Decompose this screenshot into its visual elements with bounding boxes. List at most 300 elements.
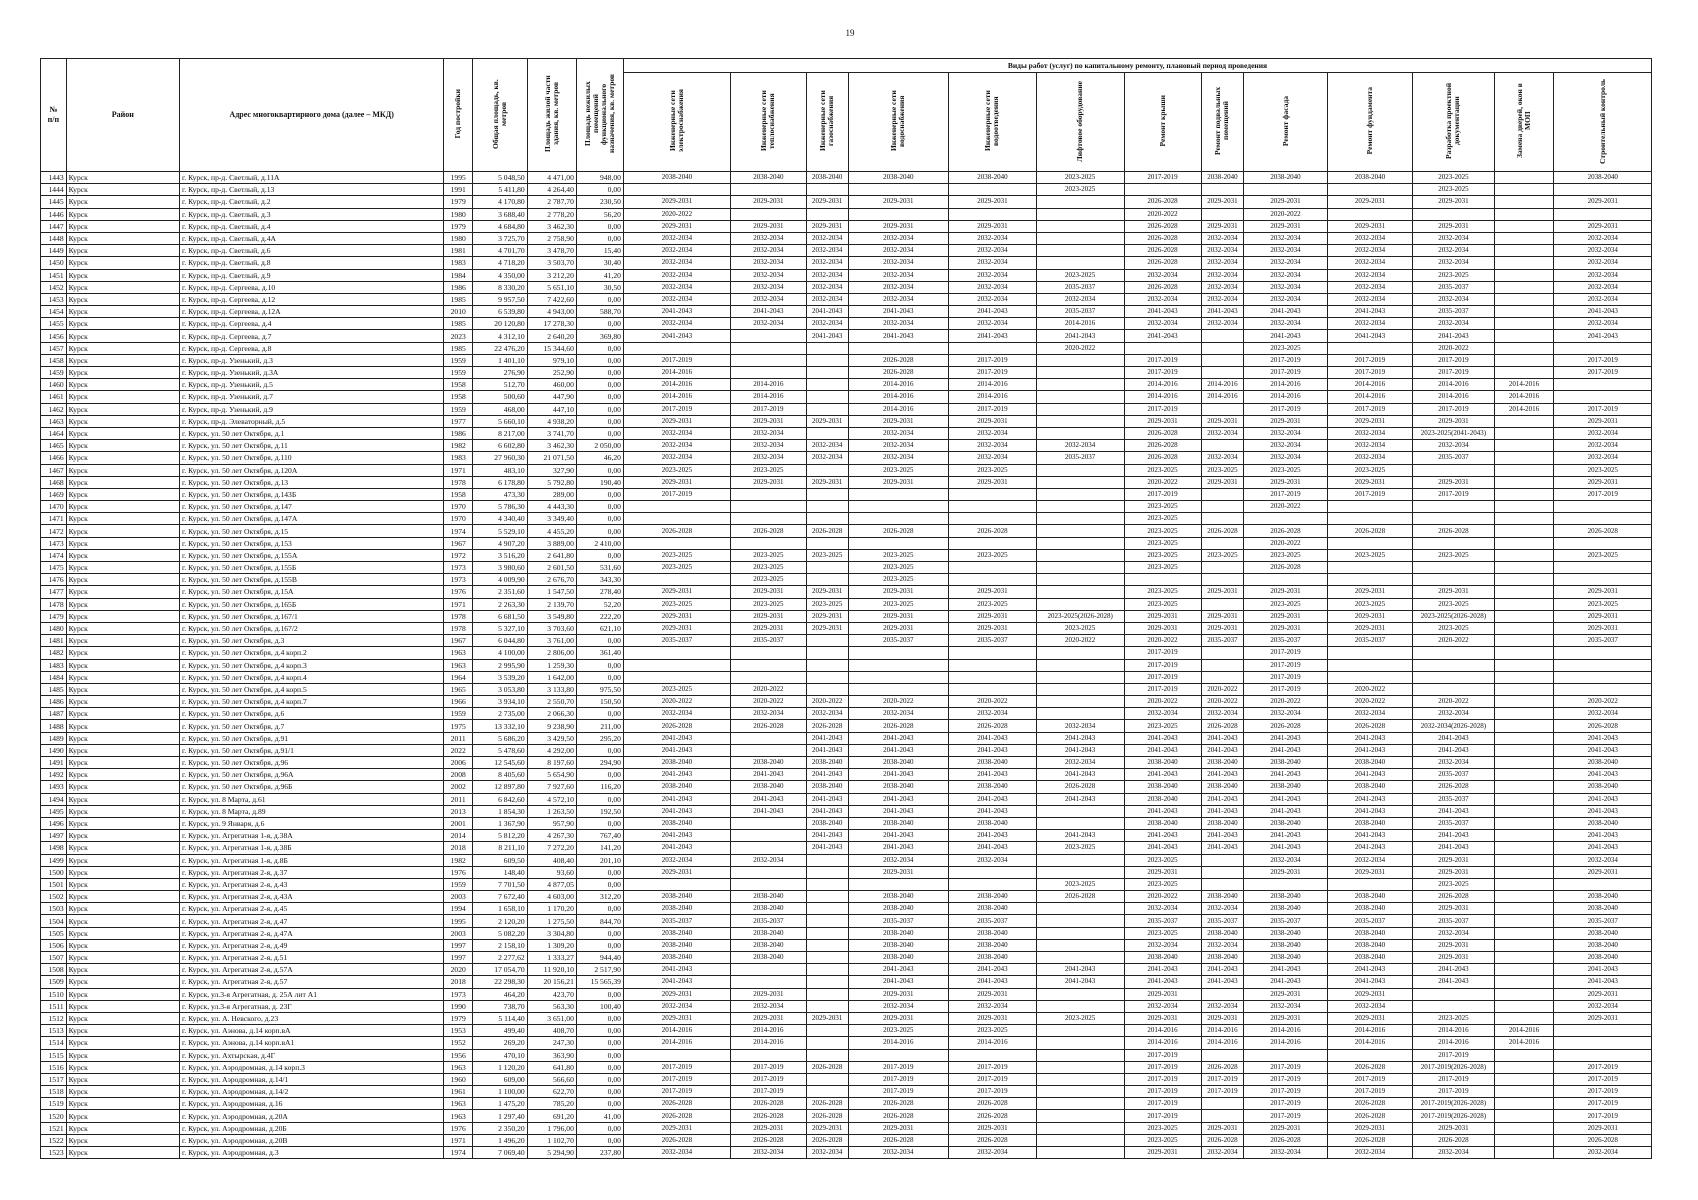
table-cell: 2038-2040: [1327, 903, 1413, 915]
table-cell: 2029-2031: [1554, 1122, 1652, 1134]
table-cell: 0,00: [576, 379, 623, 391]
table-cell: 1445: [41, 196, 67, 208]
table-cell: 2 550,70: [527, 696, 576, 708]
table-cell: г. Курск, ул. 50 лет Октября, д.96А: [180, 769, 444, 781]
table-cell: 2032-2034: [806, 269, 848, 281]
table-cell: 2014-2016: [1327, 391, 1413, 403]
table-cell: [1201, 659, 1244, 671]
table-cell: 1973: [444, 988, 473, 1000]
table-cell: 2032-2034: [1244, 854, 1327, 866]
table-cell: 1 642,00: [527, 671, 576, 683]
table-cell: [806, 635, 848, 647]
table-cell: 116,20: [576, 781, 623, 793]
table-cell: 1513: [41, 1025, 67, 1037]
table-cell: 0,00: [576, 391, 623, 403]
table-cell: 5 478,60: [473, 744, 528, 756]
table-cell: 1985: [444, 318, 473, 330]
table-cell: 2038-2040: [949, 927, 1037, 939]
table-cell: 2032-2034: [1327, 440, 1413, 452]
table-cell: [1201, 854, 1244, 866]
table-cell: 2026-2028: [730, 525, 806, 537]
table-cell: 2032-2034: [1244, 1000, 1327, 1012]
table-cell: 2032-2034: [1244, 257, 1327, 269]
table-cell: 4 877,05: [527, 878, 576, 890]
table-cell: 2041-2043: [1036, 964, 1124, 976]
table-cell: 2 995,90: [473, 659, 528, 671]
table-cell: 2 676,70: [527, 574, 576, 586]
table-cell: 2035-2037: [848, 915, 949, 927]
table-cell: [806, 903, 848, 915]
table-cell: 2017-2019: [1124, 683, 1201, 695]
table-row: [41, 817, 1652, 829]
table-cell: [1554, 208, 1652, 220]
table-cell: 1995: [444, 172, 473, 184]
table-row: [41, 427, 1652, 439]
table-cell: 2023-2025: [1124, 927, 1201, 939]
table-row: [41, 342, 1652, 354]
table-cell: 2041-2043: [1244, 964, 1327, 976]
table-cell: 2035-2037: [1413, 281, 1494, 293]
table-cell: 957,90: [527, 817, 576, 829]
table-cell: [1036, 379, 1124, 391]
table-cell: 2 050,00: [576, 440, 623, 452]
table-cell: [1036, 1061, 1124, 1073]
table-cell: 2022: [444, 744, 473, 756]
table-cell: 2029-2031: [848, 586, 949, 598]
table-cell: [1201, 574, 1244, 586]
table-cell: 2026-2028: [623, 1134, 730, 1146]
table-cell: [1201, 878, 1244, 890]
table-cell: 2029-2031: [1124, 988, 1201, 1000]
table-cell: 2041-2043: [848, 732, 949, 744]
table-cell: г. Курск, пр-д. Светлый, д.4: [180, 220, 444, 232]
table-cell: 2029-2031: [848, 1012, 949, 1024]
table-cell: [1554, 574, 1652, 586]
table-cell: 609,50: [473, 854, 528, 866]
table-cell: [1494, 367, 1554, 379]
table-cell: 0,00: [576, 525, 623, 537]
table-cell: 2029-2031: [730, 220, 806, 232]
table-cell: г. Курск, ул. Аэродромная, д.20В: [180, 1134, 444, 1146]
table-cell: [1494, 452, 1554, 464]
table-cell: 2041-2043: [1124, 964, 1201, 976]
table-cell: 289,00: [527, 488, 576, 500]
table-cell: [1201, 354, 1244, 366]
table-cell: 2029-2031: [1327, 220, 1413, 232]
table-cell: 2017-2019: [730, 403, 806, 415]
table-cell: 2023-2025: [1036, 1012, 1124, 1024]
table-cell: 2017-2019: [949, 1061, 1037, 1073]
table-cell: 0,00: [576, 1061, 623, 1073]
table-cell: 2026-2028: [1554, 720, 1652, 732]
table-cell: 2029-2031: [949, 220, 1037, 232]
table-cell: г. Курск, пр-д. Сергеева, д.12А: [180, 306, 444, 318]
table-cell: [1494, 598, 1554, 610]
table-cell: 2041-2043: [848, 744, 949, 756]
table-cell: 2018: [444, 842, 473, 854]
table-cell: 2014-2016: [730, 379, 806, 391]
table-cell: 2023-2025: [623, 562, 730, 574]
table-cell: 2020-2022: [1124, 891, 1201, 903]
table-cell: [1554, 513, 1652, 525]
table-cell: 2032-2034: [806, 318, 848, 330]
table-cell: 2029-2031: [949, 622, 1037, 634]
table-cell: Курск: [66, 622, 179, 634]
table-cell: 2023-2025: [1124, 1122, 1201, 1134]
table-cell: 844,70: [576, 915, 623, 927]
table-cell: 2023-2025(2026-2028): [1036, 610, 1124, 622]
table-cell: 2023-2025: [1413, 184, 1494, 196]
table-cell: г. Курск, ул. Аэродромная, д.3: [180, 1147, 444, 1159]
table-cell: 2026-2028: [623, 1110, 730, 1122]
table-cell: 2038-2040: [623, 781, 730, 793]
table-cell: г. Курск, пр-д. Светлый, д.6: [180, 245, 444, 257]
table-cell: [1494, 781, 1554, 793]
table-cell: 4 340,40: [473, 513, 528, 525]
table-row: [41, 293, 1652, 305]
table-cell: 2017-2019: [1554, 488, 1652, 500]
table-cell: [806, 988, 848, 1000]
table-cell: 2041-2043: [1244, 842, 1327, 854]
table-cell: г. Курск, ул. 50 лет Октября, д.13: [180, 476, 444, 488]
table-cell: 1953: [444, 1025, 473, 1037]
table-cell: 1995: [444, 915, 473, 927]
table-cell: [730, 330, 806, 342]
table-cell: 2032-2034: [1413, 757, 1494, 769]
table-cell: 2041-2043: [848, 306, 949, 318]
table-cell: 2017-2019: [1124, 659, 1201, 671]
table-cell: 2038-2040: [1124, 793, 1201, 805]
table-cell: [806, 976, 848, 988]
table-cell: 2020-2022: [1201, 696, 1244, 708]
table-cell: г. Курск, ул. 9 Января, д.6: [180, 817, 444, 829]
table-cell: 2020-2022: [1244, 501, 1327, 513]
table-cell: [1327, 671, 1413, 683]
table-cell: 2041-2043: [806, 830, 848, 842]
table-cell: [1036, 525, 1124, 537]
table-cell: [1494, 976, 1554, 988]
table-cell: 3 688,40: [473, 208, 528, 220]
table-cell: 3 934,10: [473, 696, 528, 708]
table-cell: 2026-2028: [848, 367, 949, 379]
table-cell: 0,00: [576, 184, 623, 196]
table-cell: 2038-2040: [848, 172, 949, 184]
table-cell: [1201, 488, 1244, 500]
table-cell: 2032-2034: [1201, 293, 1244, 305]
table-cell: 2038-2040: [1124, 757, 1201, 769]
table-row: [41, 915, 1652, 927]
table-cell: Курск: [66, 501, 179, 513]
table-cell: 2023-2025: [1244, 342, 1327, 354]
table-cell: 2029-2031: [1413, 415, 1494, 427]
table-cell: 3 651,00: [527, 1012, 576, 1024]
table-cell: 2029-2031: [848, 476, 949, 488]
table-cell: г. Курск, ул. 50 лет Октября, д.155Б: [180, 562, 444, 574]
table-cell: г. Курск, ул. 50 лет Октября, д.91: [180, 732, 444, 744]
table-cell: 2017-2019: [1327, 354, 1413, 366]
table-cell: 17 278,30: [527, 318, 576, 330]
table-cell: [1494, 184, 1554, 196]
table-cell: 1494: [41, 793, 67, 805]
table-cell: 2029-2031: [949, 586, 1037, 598]
table-cell: 2002: [444, 781, 473, 793]
table-cell: 2026-2028: [848, 1110, 949, 1122]
table-cell: 0,00: [576, 488, 623, 500]
table-cell: Курск: [66, 342, 179, 354]
table-cell: 5 114,40: [473, 1012, 528, 1024]
table-cell: 2013: [444, 805, 473, 817]
table-cell: 2035-2037: [1124, 915, 1201, 927]
table-cell: 2032-2034: [1327, 232, 1413, 244]
table-cell: [848, 342, 949, 354]
table-cell: 5 651,10: [527, 281, 576, 293]
table-cell: [1036, 708, 1124, 720]
table-cell: 2035-2037: [848, 635, 949, 647]
table-cell: [1036, 903, 1124, 915]
table-cell: Курск: [66, 1122, 179, 1134]
table-cell: 2041-2043: [949, 306, 1037, 318]
table-cell: 2029-2031: [1327, 1012, 1413, 1024]
table-cell: 2029-2031: [623, 1012, 730, 1024]
table-cell: 2041-2043: [1554, 732, 1652, 744]
table-cell: 1 120,20: [473, 1061, 528, 1073]
table-cell: Курск: [66, 452, 179, 464]
table-cell: Курск: [66, 939, 179, 951]
table-cell: 0,00: [576, 744, 623, 756]
table-cell: 2017-2019: [1124, 354, 1201, 366]
table-cell: [806, 1025, 848, 1037]
table-cell: 2026-2028: [848, 525, 949, 537]
table-cell: 2023-2025: [949, 464, 1037, 476]
table-cell: г. Курск, пр-д. Светлый, д.13: [180, 184, 444, 196]
table-cell: 2023-2025: [848, 598, 949, 610]
table-cell: 2032-2034: [1327, 427, 1413, 439]
table-cell: 2023-2025: [1327, 464, 1413, 476]
table-cell: [1036, 391, 1124, 403]
table-cell: 1497: [41, 830, 67, 842]
table-cell: 2041-2043: [806, 793, 848, 805]
table-cell: 1956: [444, 1049, 473, 1061]
table-row: [41, 769, 1652, 781]
table-cell: 2026-2028: [1413, 1134, 1494, 1146]
table-cell: [1494, 1073, 1554, 1085]
table-cell: [1494, 732, 1554, 744]
table-cell: 2017-2019: [623, 1061, 730, 1073]
table-cell: Курск: [66, 245, 179, 257]
table-cell: Курск: [66, 391, 179, 403]
table-cell: [1201, 342, 1244, 354]
table-cell: 2020-2022: [1124, 208, 1201, 220]
table-cell: г. Курск, ул.3-я Агрегатная, д. 23Г: [180, 1000, 444, 1012]
table-cell: г. Курск, ул. 50 лет Октября, д.15: [180, 525, 444, 537]
table-cell: 1484: [41, 671, 67, 683]
table-cell: [730, 866, 806, 878]
table-cell: 2017-2019: [1554, 1061, 1652, 1073]
table-cell: 2038-2040: [949, 817, 1037, 829]
table-cell: 2023-2025: [1036, 184, 1124, 196]
table-cell: 470,10: [473, 1049, 528, 1061]
table-cell: [1036, 1098, 1124, 1110]
table-cell: 1502: [41, 891, 67, 903]
table-cell: 192,50: [576, 805, 623, 817]
table-cell: [1036, 805, 1124, 817]
table-cell: 2041-2043: [848, 769, 949, 781]
table-cell: 2014-2016: [1124, 1025, 1201, 1037]
table-cell: 1979: [444, 220, 473, 232]
table-cell: 2038-2040: [1201, 757, 1244, 769]
table-cell: Курск: [66, 671, 179, 683]
table-cell: 2041-2043: [1244, 976, 1327, 988]
table-cell: Курск: [66, 269, 179, 281]
table-cell: 2029-2031: [1413, 854, 1494, 866]
table-cell: 2041-2043: [1244, 330, 1327, 342]
table-cell: 7 069,40: [473, 1147, 528, 1159]
table-cell: 2029-2031: [848, 415, 949, 427]
table-cell: 2017-2019(2026-2028): [1413, 1061, 1494, 1073]
table-cell: 2032-2034: [949, 281, 1037, 293]
table-cell: 2041-2043: [1327, 769, 1413, 781]
table-cell: 2032-2034: [1244, 440, 1327, 452]
table-cell: 2038-2040: [1327, 817, 1413, 829]
table-cell: 2026-2028: [1124, 281, 1201, 293]
table-cell: Курск: [66, 1049, 179, 1061]
table-cell: 2029-2031: [1201, 476, 1244, 488]
col-header-nonliving-area: Площадь нежилых помещений функционального назначения, кв. метров: [576, 59, 623, 172]
table-cell: 0,00: [576, 354, 623, 366]
table-cell: 1463: [41, 415, 67, 427]
table-cell: [1494, 269, 1554, 281]
table-cell: Курск: [66, 232, 179, 244]
table-cell: 2029-2031: [848, 866, 949, 878]
table-cell: 531,60: [576, 562, 623, 574]
table-cell: 2041-2043: [806, 744, 848, 756]
table-cell: 2032-2034: [848, 1000, 949, 1012]
table-cell: 2032-2034: [1244, 318, 1327, 330]
table-cell: 148,40: [473, 866, 528, 878]
table-cell: 2029-2031: [623, 586, 730, 598]
table-cell: 4 603,00: [527, 891, 576, 903]
table-cell: 2035-2037: [1413, 452, 1494, 464]
table-cell: г. Курск, ул. Агрегатная 1-я, д.38Б: [180, 842, 444, 854]
table-cell: г. Курск, пр-д. Светлый, д.3: [180, 208, 444, 220]
table-cell: 2032-2034: [1554, 293, 1652, 305]
table-cell: 11 920,10: [527, 964, 576, 976]
table-cell: Курск: [66, 330, 179, 342]
table-cell: 20 120,80: [473, 318, 528, 330]
table-cell: 5 812,20: [473, 830, 528, 842]
table-cell: [730, 878, 806, 890]
table-cell: [1327, 1049, 1413, 1061]
table-cell: 2041-2043: [623, 964, 730, 976]
table-cell: [1494, 1012, 1554, 1024]
table-cell: 948,00: [576, 172, 623, 184]
table-cell: 1469: [41, 488, 67, 500]
table-cell: 7 422,60: [527, 293, 576, 305]
table-row: [41, 781, 1652, 793]
table-cell: Курск: [66, 1110, 179, 1122]
table-cell: 641,80: [527, 1061, 576, 1073]
table-cell: 1983: [444, 257, 473, 269]
table-cell: 2029-2031: [1413, 1122, 1494, 1134]
table-cell: 3 516,20: [473, 549, 528, 561]
table-cell: 2038-2040: [623, 757, 730, 769]
table-cell: 1509: [41, 976, 67, 988]
table-cell: 2023-2025: [1413, 598, 1494, 610]
table-cell: [1413, 501, 1494, 513]
table-cell: 2017-2019: [1244, 1110, 1327, 1122]
table-cell: 2029-2031: [848, 622, 949, 634]
table-cell: 0,00: [576, 866, 623, 878]
table-cell: 2014-2016: [1201, 1037, 1244, 1049]
table-cell: 2041-2043: [1554, 769, 1652, 781]
table-row: [41, 1098, 1652, 1110]
table-cell: 7 927,60: [527, 781, 576, 793]
table-cell: 2041-2043: [1413, 732, 1494, 744]
table-cell: 2014-2016: [1036, 318, 1124, 330]
table-cell: [1036, 598, 1124, 610]
table-cell: 2023-2025: [730, 598, 806, 610]
table-cell: 2017-2019: [1554, 354, 1652, 366]
table-cell: 2023-2025: [1413, 622, 1494, 634]
table-cell: 2023-2025: [1036, 842, 1124, 854]
col-header-work-11: Замена дверей, окон в МОП: [1494, 73, 1554, 172]
table-cell: [949, 562, 1037, 574]
table-cell: [1036, 927, 1124, 939]
table-cell: [949, 878, 1037, 890]
table-cell: 2038-2040: [949, 891, 1037, 903]
table-cell: 2032-2034: [949, 708, 1037, 720]
table-cell: г. Курск, ул. Агрегатная 2-я, д.47: [180, 915, 444, 927]
table-row: [41, 964, 1652, 976]
table-cell: Курск: [66, 757, 179, 769]
table-cell: 2014-2016: [1124, 391, 1201, 403]
table-cell: Курск: [66, 513, 179, 525]
table-cell: 408,40: [527, 854, 576, 866]
table-cell: Курск: [66, 598, 179, 610]
table-cell: [1036, 817, 1124, 829]
col-header-total-area: Общая площадь, кв. метров: [473, 59, 528, 172]
table-cell: 1466: [41, 452, 67, 464]
table-cell: 2014-2016: [1494, 391, 1554, 403]
table-cell: 2041-2043: [1327, 842, 1413, 854]
table-cell: 2029-2031: [1244, 220, 1327, 232]
table-cell: 2041-2043: [730, 769, 806, 781]
table-cell: 2029-2031: [1327, 610, 1413, 622]
table-cell: 2032-2034: [1036, 293, 1124, 305]
table-cell: 4 907,20: [473, 537, 528, 549]
table-cell: 2032-2034: [848, 232, 949, 244]
table-cell: [1494, 1122, 1554, 1134]
table-cell: 2026-2028: [949, 1110, 1037, 1122]
table-cell: 2041-2043: [848, 793, 949, 805]
table-cell: 2029-2031: [1413, 220, 1494, 232]
table-row: [41, 562, 1652, 574]
table-cell: 2032-2034: [1201, 452, 1244, 464]
table-cell: [1494, 537, 1554, 549]
table-row: [41, 988, 1652, 1000]
table-cell: 100,40: [576, 1000, 623, 1012]
table-cell: 2017-2019: [1554, 1086, 1652, 1098]
table-cell: 2041-2043: [1327, 976, 1413, 988]
table-row: [41, 208, 1652, 220]
table-cell: 2035-2037: [1413, 769, 1494, 781]
table-row: [41, 379, 1652, 391]
table-cell: 2032-2034: [730, 440, 806, 452]
table-cell: 2029-2031: [1327, 196, 1413, 208]
table-cell: 5 786,30: [473, 501, 528, 513]
table-cell: 2 066,30: [527, 708, 576, 720]
table-row: [41, 647, 1652, 659]
